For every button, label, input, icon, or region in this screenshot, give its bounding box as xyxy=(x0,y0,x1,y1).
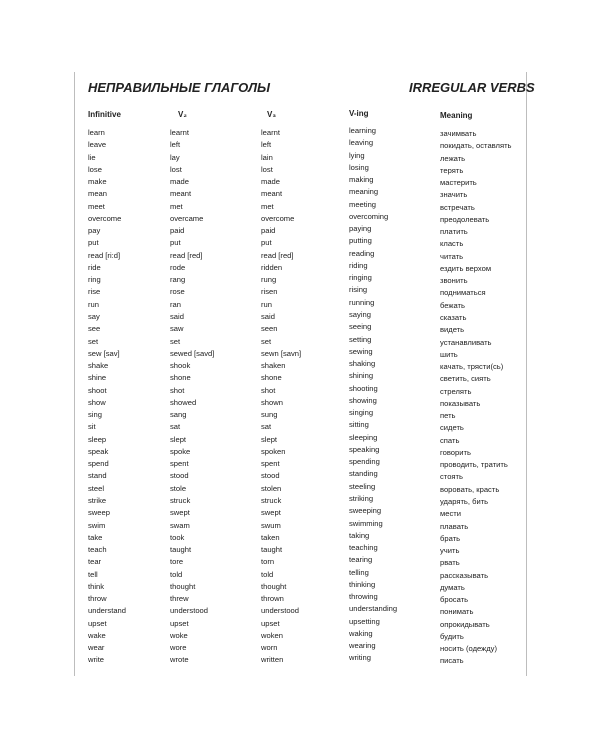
meaning-cell: опрокидывать xyxy=(440,619,490,629)
v2-cell: took xyxy=(170,532,185,542)
v-ing-cell: singing xyxy=(349,408,374,418)
v2-cell: paid xyxy=(170,226,185,236)
v2-cell: struck xyxy=(170,495,191,505)
table-row xyxy=(0,360,600,372)
table-row xyxy=(0,495,600,507)
meaning-cell: терять xyxy=(440,165,464,175)
meaning-cell: учить xyxy=(440,546,460,556)
v3-cell: rung xyxy=(261,275,277,285)
v2-cell: read [red] xyxy=(170,250,203,260)
v-ing-cell: rising xyxy=(349,285,368,295)
infinitive-cell: speak xyxy=(88,446,109,456)
table-row xyxy=(0,434,600,446)
v-ing-cell: learning xyxy=(349,126,377,135)
v2-cell: taught xyxy=(170,545,192,555)
v-ing-cell: tearing xyxy=(349,555,373,565)
v2-cell: rang xyxy=(170,275,186,285)
v-ing-cell: riding xyxy=(349,260,368,270)
v2-cell: saw xyxy=(170,324,184,334)
v3-cell: woken xyxy=(261,630,283,640)
v-ing-cell: losing xyxy=(349,162,369,172)
table-row xyxy=(0,188,600,200)
v3-cell: spent xyxy=(261,459,280,469)
table-row xyxy=(0,397,600,409)
v3-cell: ridden xyxy=(261,262,283,272)
infinitive-cell: steel xyxy=(88,483,105,493)
table-row xyxy=(0,139,600,151)
meaning-cell: брать xyxy=(440,533,461,543)
v2-cell: shone xyxy=(170,373,191,383)
infinitive-cell: leave xyxy=(88,140,107,150)
v2-cell: said xyxy=(170,311,184,321)
v2-cell: lay xyxy=(170,152,180,162)
v2-cell: sewed [savd] xyxy=(170,348,215,358)
infinitive-cell: wake xyxy=(88,630,106,640)
v-ing-cell: sewing xyxy=(349,346,373,356)
v3-cell: taught xyxy=(261,545,283,555)
v2-cell: spent xyxy=(170,459,189,469)
v3-cell: left xyxy=(261,140,272,150)
v3-cell: thrown xyxy=(261,594,284,604)
v2-cell: swam xyxy=(170,520,190,530)
v2-cell: overcame xyxy=(170,213,204,223)
meaning-cell: стоять xyxy=(440,472,463,482)
v-ing-cell: wearing xyxy=(349,641,376,651)
meaning-cell: проводить, тратить xyxy=(440,460,508,470)
infinitive-cell: spend xyxy=(88,459,109,469)
table-row xyxy=(0,286,600,298)
meaning-cell: говорить xyxy=(440,447,471,457)
v3-cell: upset xyxy=(261,618,280,628)
meaning-cell: видеть xyxy=(440,325,465,335)
meaning-cell: мести xyxy=(440,509,461,519)
v2-cell: rose xyxy=(170,287,185,297)
infinitive-cell: lie xyxy=(88,152,96,162)
v-ing-cell: spending xyxy=(349,457,380,467)
v3-cell: sewn [savn] xyxy=(261,348,302,358)
v2-cell: meant xyxy=(170,189,192,199)
v-ing-cell: setting xyxy=(349,334,372,344)
v2-cell: thought xyxy=(170,581,196,591)
infinitive-cell: overcome xyxy=(88,213,122,223)
meaning-cell: подниматься xyxy=(440,288,486,298)
infinitive-cell: tell xyxy=(88,569,98,579)
meaning-cell: класть xyxy=(440,239,464,249)
v3-cell: met xyxy=(261,201,274,211)
infinitive-cell: set xyxy=(88,336,99,346)
table-row xyxy=(0,544,600,556)
v3-cell: shot xyxy=(261,385,276,395)
v-ing-cell: throwing xyxy=(349,592,378,602)
v3-cell: swum xyxy=(261,520,281,530)
table-row xyxy=(0,262,600,274)
v3-cell: learnt xyxy=(261,128,280,137)
meaning-cell: бросать xyxy=(440,595,469,605)
v-ing-cell: speaking xyxy=(349,444,380,454)
header-v2: V₂ xyxy=(178,110,187,119)
v-ing-cell: saying xyxy=(349,309,371,319)
table-row xyxy=(0,630,600,642)
infinitive-cell: tear xyxy=(88,557,102,567)
header-meaning: Meaning xyxy=(440,111,473,120)
v3-cell: stolen xyxy=(261,483,282,493)
v3-cell: sat xyxy=(261,422,272,432)
v2-cell: set xyxy=(170,336,181,346)
table-row xyxy=(0,605,600,617)
table-row xyxy=(0,250,600,262)
meaning-cell: преодолевать xyxy=(440,214,490,224)
meaning-cell: думать xyxy=(440,582,465,592)
infinitive-cell: lose xyxy=(88,164,102,174)
v2-cell: wore xyxy=(170,643,187,653)
v3-cell: made xyxy=(261,177,280,187)
infinitive-cell: understand xyxy=(88,606,126,616)
meaning-cell: платить xyxy=(440,227,468,237)
v2-cell: left xyxy=(170,140,181,150)
table-row xyxy=(0,642,600,654)
v3-cell: lain xyxy=(261,152,273,162)
v-ing-cell: paying xyxy=(349,224,372,234)
meaning-cell: показывать xyxy=(440,398,481,408)
v2-cell: lost xyxy=(170,164,182,174)
meaning-cell: устанавливать xyxy=(440,337,492,347)
meaning-cell: плавать xyxy=(440,521,469,531)
table-row xyxy=(0,446,600,458)
meaning-cell: мастерить xyxy=(440,178,477,188)
table-row xyxy=(0,556,600,568)
table-row xyxy=(0,581,600,593)
infinitive-cell: think xyxy=(88,581,105,591)
infinitive-cell: sing xyxy=(88,410,102,420)
infinitive-cell: write xyxy=(88,655,105,665)
v3-cell: struck xyxy=(261,495,282,505)
v-ing-cell: overcoming xyxy=(349,211,389,221)
meaning-cell: понимать xyxy=(440,607,474,617)
v-ing-cell: telling xyxy=(349,567,369,577)
v-ing-cell: understanding xyxy=(349,604,398,614)
meaning-cell: шить xyxy=(440,349,458,359)
meaning-cell: сидеть xyxy=(440,423,464,433)
meaning-cell: будить xyxy=(440,631,464,641)
v2-cell: met xyxy=(170,201,183,211)
meaning-cell: значить xyxy=(440,190,468,200)
v-ing-cell: meaning xyxy=(349,187,379,197)
meaning-cell: рассказывать xyxy=(440,570,489,580)
v2-cell: tore xyxy=(170,557,184,567)
meaning-cell: спать xyxy=(440,435,460,445)
meaning-cell: ударять, бить xyxy=(440,496,489,506)
infinitive-cell: stand xyxy=(88,471,107,481)
v2-cell: learnt xyxy=(170,128,189,137)
v3-cell: shown xyxy=(261,397,283,407)
table-row xyxy=(0,225,600,237)
infinitive-cell: ring xyxy=(88,275,101,285)
verb-table xyxy=(0,127,600,667)
table-row xyxy=(0,164,600,176)
meaning-cell: лежать xyxy=(440,153,466,163)
v2-cell: threw xyxy=(170,594,189,604)
v3-cell: understood xyxy=(261,606,299,616)
infinitive-cell: put xyxy=(88,238,99,248)
infinitive-cell: take xyxy=(88,532,103,542)
v3-cell: seen xyxy=(261,324,278,334)
v2-cell: swept xyxy=(170,508,190,518)
table-row xyxy=(0,201,600,213)
table-row xyxy=(0,311,600,323)
table-row xyxy=(0,348,600,360)
v-ing-cell: sweeping xyxy=(349,506,382,516)
table-row xyxy=(0,127,600,139)
v3-cell: lost xyxy=(261,164,273,174)
table-row xyxy=(0,372,600,384)
v3-cell: taken xyxy=(261,532,280,542)
header-infinitive: Infinitive xyxy=(88,110,121,119)
table-row xyxy=(0,336,600,348)
v-ing-cell: making xyxy=(349,175,374,185)
v2-cell: showed xyxy=(170,397,197,407)
v-ing-cell: putting xyxy=(349,236,372,246)
meaning-cell: носить (одежду) xyxy=(440,644,497,654)
infinitive-cell: show xyxy=(88,397,106,407)
table-row xyxy=(0,520,600,532)
v3-cell: read [red] xyxy=(261,250,294,260)
v2-cell: sat xyxy=(170,422,181,432)
infinitive-cell: run xyxy=(88,299,99,309)
meaning-cell: бежать xyxy=(440,300,465,310)
v3-cell: sung xyxy=(261,410,278,420)
table-row xyxy=(0,507,600,519)
table-row xyxy=(0,569,600,581)
infinitive-cell: strike xyxy=(88,495,107,505)
v2-cell: stood xyxy=(170,471,189,481)
v-ing-cell: swimming xyxy=(349,518,383,528)
table-row xyxy=(0,299,600,311)
v3-cell: risen xyxy=(261,287,278,297)
table-row xyxy=(0,213,600,225)
meaning-cell: звонить xyxy=(440,276,468,286)
infinitive-cell: swim xyxy=(88,520,106,530)
table-row xyxy=(0,152,600,164)
v-ing-cell: shooting xyxy=(349,383,378,393)
infinitive-cell: sleep xyxy=(88,434,107,444)
infinitive-cell: upset xyxy=(88,618,107,628)
v-ing-cell: ringing xyxy=(349,273,372,283)
v-ing-cell: running xyxy=(349,297,375,307)
v3-cell: torn xyxy=(261,557,275,567)
v-ing-cell: teaching xyxy=(349,543,378,553)
table-row xyxy=(0,409,600,421)
table-row xyxy=(0,532,600,544)
v3-cell: overcome xyxy=(261,213,295,223)
v3-cell: written xyxy=(261,655,284,665)
v-ing-cell: seeing xyxy=(349,322,372,332)
infinitive-cell: learn xyxy=(88,128,105,137)
meaning-cell: стрелять xyxy=(440,386,472,396)
table-row xyxy=(0,618,600,630)
infinitive-cell: shine xyxy=(88,373,107,383)
infinitive-cell: see xyxy=(88,324,101,334)
v3-cell: set xyxy=(261,336,272,346)
v-ing-cell: shaking xyxy=(349,359,376,369)
v2-cell: made xyxy=(170,177,189,187)
v2-cell: told xyxy=(170,569,183,579)
v3-cell: worn xyxy=(261,643,278,653)
v2-cell: ran xyxy=(170,299,181,309)
header-v3: V₃ xyxy=(267,110,277,119)
v3-cell: shone xyxy=(261,373,282,383)
infinitive-cell: shoot xyxy=(88,385,107,395)
infinitive-cell: rise xyxy=(88,287,101,297)
infinitive-cell: pay xyxy=(88,226,101,236)
infinitive-cell: wear xyxy=(88,643,105,653)
v-ing-cell: thinking xyxy=(349,579,376,589)
v-ing-cell: steeling xyxy=(349,481,376,491)
meaning-cell: зачимвать xyxy=(440,129,477,138)
table-row xyxy=(0,323,600,335)
infinitive-cell: sweep xyxy=(88,508,110,518)
table-row xyxy=(0,237,600,249)
v3-cell: put xyxy=(261,238,272,248)
v2-cell: wrote xyxy=(170,655,189,665)
infinitive-cell: shake xyxy=(88,361,109,371)
meaning-cell: петь xyxy=(440,411,456,421)
infinitive-cell: read [ri:d] xyxy=(88,250,121,260)
meaning-cell: качать, трясти(сь) xyxy=(440,362,504,372)
v2-cell: rode xyxy=(170,262,186,272)
infinitive-cell: sew [sav] xyxy=(88,348,120,358)
v3-cell: stood xyxy=(261,471,280,481)
v3-cell: spoken xyxy=(261,446,286,456)
v-ing-cell: standing xyxy=(349,469,378,479)
meaning-cell: светить, сиять xyxy=(440,374,491,384)
table-row xyxy=(0,483,600,495)
v3-cell: told xyxy=(261,569,274,579)
v3-cell: slept xyxy=(261,434,278,444)
v2-cell: understood xyxy=(170,606,208,616)
table-row xyxy=(0,274,600,286)
meaning-cell: покидать, оставлять xyxy=(440,141,512,151)
v-ing-cell: striking xyxy=(349,493,374,503)
v-ing-cell: showing xyxy=(349,395,377,405)
v3-cell: thought xyxy=(261,581,287,591)
v-ing-cell: taking xyxy=(349,530,370,540)
page-title-russian: НЕПРАВИЛЬНЫЕ ГЛАГОЛЫ xyxy=(88,80,270,95)
v-ing-cell: sitting xyxy=(349,420,369,430)
header-v-ing: V-ing xyxy=(349,109,369,118)
table-row xyxy=(0,470,600,482)
v3-cell: paid xyxy=(261,226,276,236)
v3-cell: run xyxy=(261,299,272,309)
v2-cell: woke xyxy=(170,630,188,640)
table-row xyxy=(0,458,600,470)
v-ing-cell: writing xyxy=(349,653,371,663)
infinitive-cell: throw xyxy=(88,594,107,604)
infinitive-cell: mean xyxy=(88,189,107,199)
v2-cell: spoke xyxy=(170,446,191,456)
infinitive-cell: say xyxy=(88,311,100,321)
table-row xyxy=(0,654,600,666)
meaning-cell: читать xyxy=(440,251,464,261)
v-ing-cell: sleeping xyxy=(349,432,378,442)
v-ing-cell: upsetting xyxy=(349,616,380,626)
meaning-cell: встречать xyxy=(440,202,475,212)
v-ing-cell: leaving xyxy=(349,138,374,148)
infinitive-cell: ride xyxy=(88,262,101,272)
v2-cell: put xyxy=(170,238,181,248)
v3-cell: shaken xyxy=(261,361,286,371)
table-row xyxy=(0,421,600,433)
meaning-cell: ездить верхом xyxy=(440,263,492,273)
infinitive-cell: make xyxy=(88,177,107,187)
meaning-cell: рвать xyxy=(440,558,460,568)
v3-cell: swept xyxy=(261,508,281,518)
v2-cell: shot xyxy=(170,385,185,395)
v3-cell: meant xyxy=(261,189,283,199)
v-ing-cell: lying xyxy=(349,150,365,160)
infinitive-cell: sit xyxy=(88,422,96,432)
v2-cell: stole xyxy=(170,483,187,493)
v-ing-cell: meeting xyxy=(349,199,377,209)
infinitive-cell: meet xyxy=(88,201,105,211)
table-row xyxy=(0,176,600,188)
v-ing-cell: waking xyxy=(349,628,373,638)
infinitive-cell: teach xyxy=(88,545,107,555)
meaning-cell: сказать xyxy=(440,312,467,322)
meaning-cell: воровать, красть xyxy=(440,484,500,494)
v-ing-cell: shining xyxy=(349,371,374,381)
v-ing-cell: reading xyxy=(349,248,375,258)
v3-cell: said xyxy=(261,311,275,321)
v2-cell: slept xyxy=(170,434,187,444)
v2-cell: shook xyxy=(170,361,191,371)
table-row xyxy=(0,593,600,605)
v2-cell: upset xyxy=(170,618,189,628)
table-row xyxy=(0,385,600,397)
meaning-cell: писать xyxy=(440,656,464,666)
v2-cell: sang xyxy=(170,410,187,420)
page-title-english: IRREGULAR VERBS xyxy=(409,80,535,95)
